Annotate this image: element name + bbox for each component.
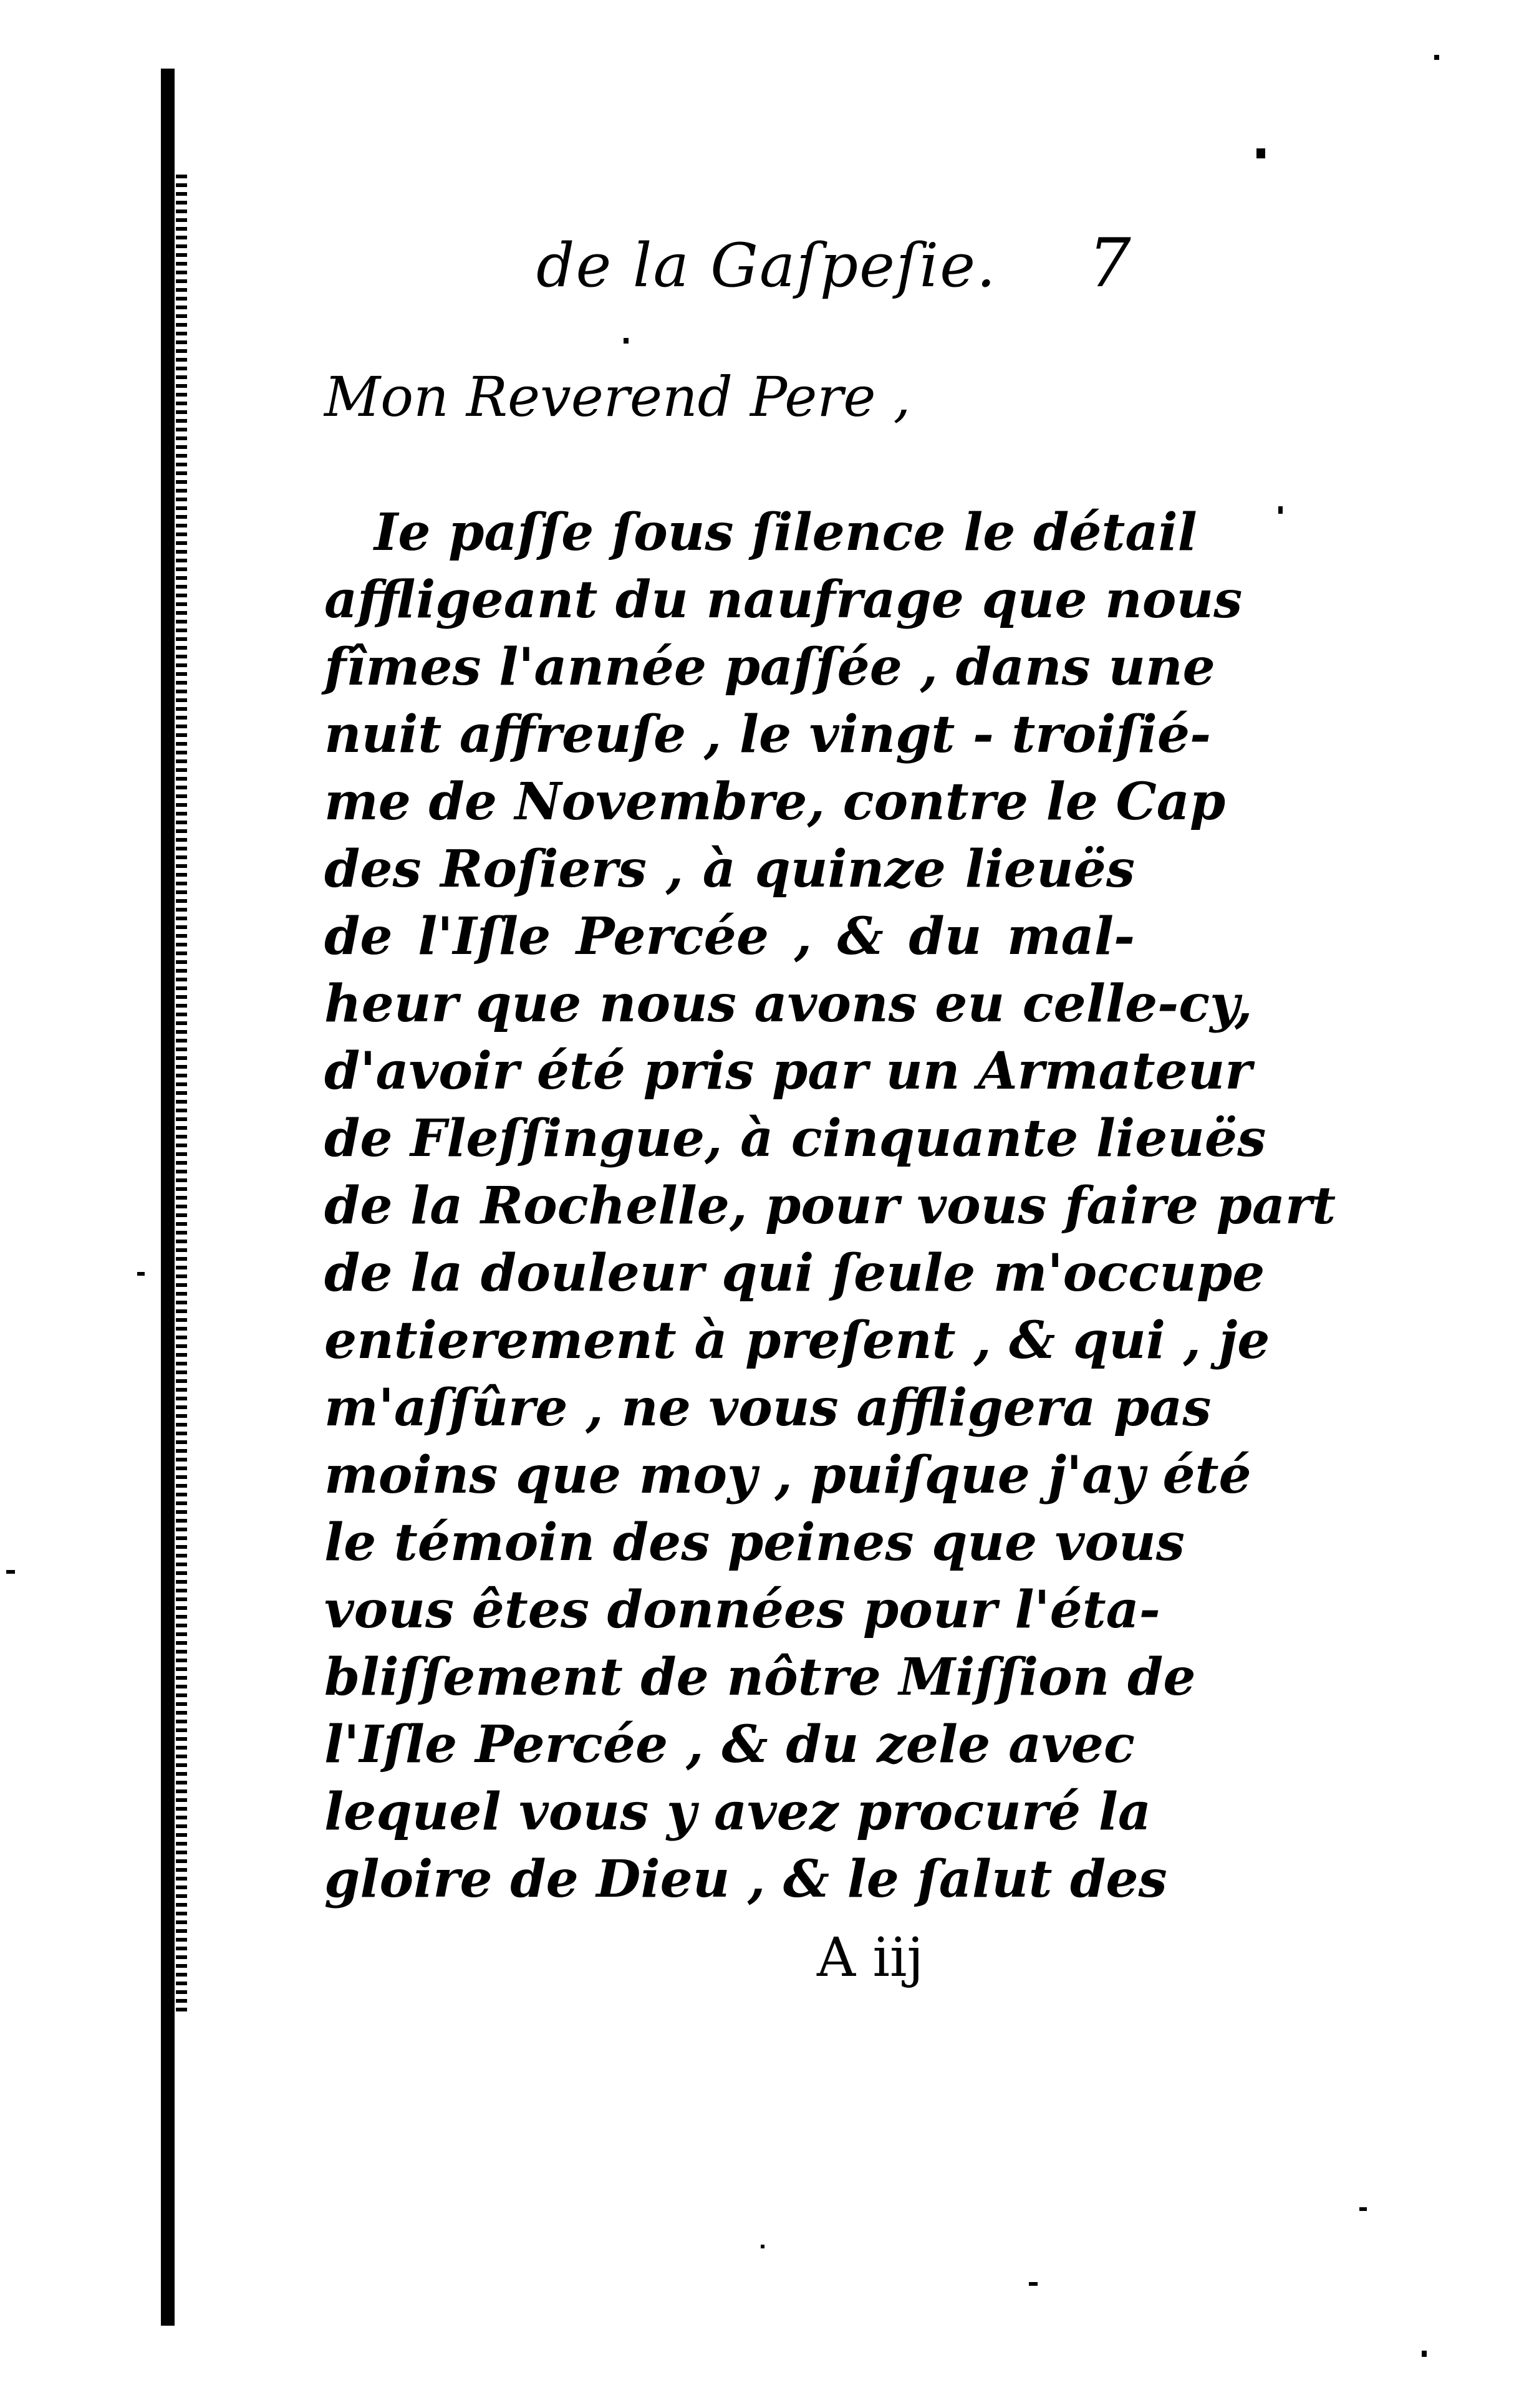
salutation: Mon Reverend Pere ,: [324, 365, 911, 429]
text-line: le témoin des peines que vous: [324, 1513, 1185, 1572]
text-line: nuit affreuſe , le vingt - troiſié-: [324, 705, 1212, 764]
text-line: l'Iſle Percée , & du zele avec: [324, 1715, 1135, 1775]
page-number: 7: [1088, 224, 1131, 302]
text-line: des Roſiers , à quinze lieuës: [324, 839, 1135, 899]
signature-mark: A iij: [817, 1927, 924, 1989]
ink-speck: [1422, 2351, 1427, 2357]
text-line: Ie paſſe ſous ſilence le détail: [374, 503, 1197, 562]
text-line: de l'Iſle Percée , & du mal-: [324, 907, 1135, 966]
ink-speck: [1256, 148, 1265, 158]
text-line: bliſſement de nôtre Miſſion de: [324, 1647, 1196, 1707]
ink-speck: [761, 2245, 764, 2248]
text-line: de Fleſſingue, à cinquante lieuës: [324, 1109, 1266, 1168]
binding-gutter-fringe: [176, 175, 187, 2014]
text-line: lequel vous y avez procuré la: [324, 1782, 1152, 1842]
ink-speck: [6, 1570, 15, 1574]
text-line: de la douleur qui ſeule m'occupe: [324, 1243, 1265, 1303]
ink-speck: [1359, 2207, 1367, 2211]
text-line: moins que moy , puiſque j'ay été: [324, 1445, 1251, 1505]
ink-speck: [137, 1272, 145, 1276]
text-line: gloire de Dieu , & le ſalut des: [324, 1849, 1167, 1909]
text-line: d'avoir été pris par un Armateur: [324, 1041, 1252, 1101]
text-line: affligeant du naufrage que nous: [324, 570, 1243, 630]
letter-body: [324, 499, 1336, 1913]
binding-gutter: [161, 69, 175, 2326]
ink-speck: [624, 338, 629, 344]
ink-speck: [1029, 2282, 1038, 2286]
ink-speck: [1278, 506, 1283, 514]
running-title: de la Gaſpeſie.: [536, 231, 997, 301]
text-line: entierement à preſent , & qui , je: [324, 1311, 1270, 1370]
text-line: me de Novembre, contre le Cap: [324, 772, 1226, 832]
text-line: de la Rochelle, pour vous faire part: [324, 1176, 1336, 1236]
text-line: vous êtes données pour l'éta-: [324, 1580, 1160, 1640]
ink-speck: [1434, 55, 1439, 60]
text-line: fîmes l'année paſſée , dans une: [324, 637, 1215, 697]
text-line: heur que nous avons eu celle-cy,: [324, 974, 1253, 1034]
text-line: m'aſſûre , ne vous affligera pas: [324, 1378, 1212, 1438]
